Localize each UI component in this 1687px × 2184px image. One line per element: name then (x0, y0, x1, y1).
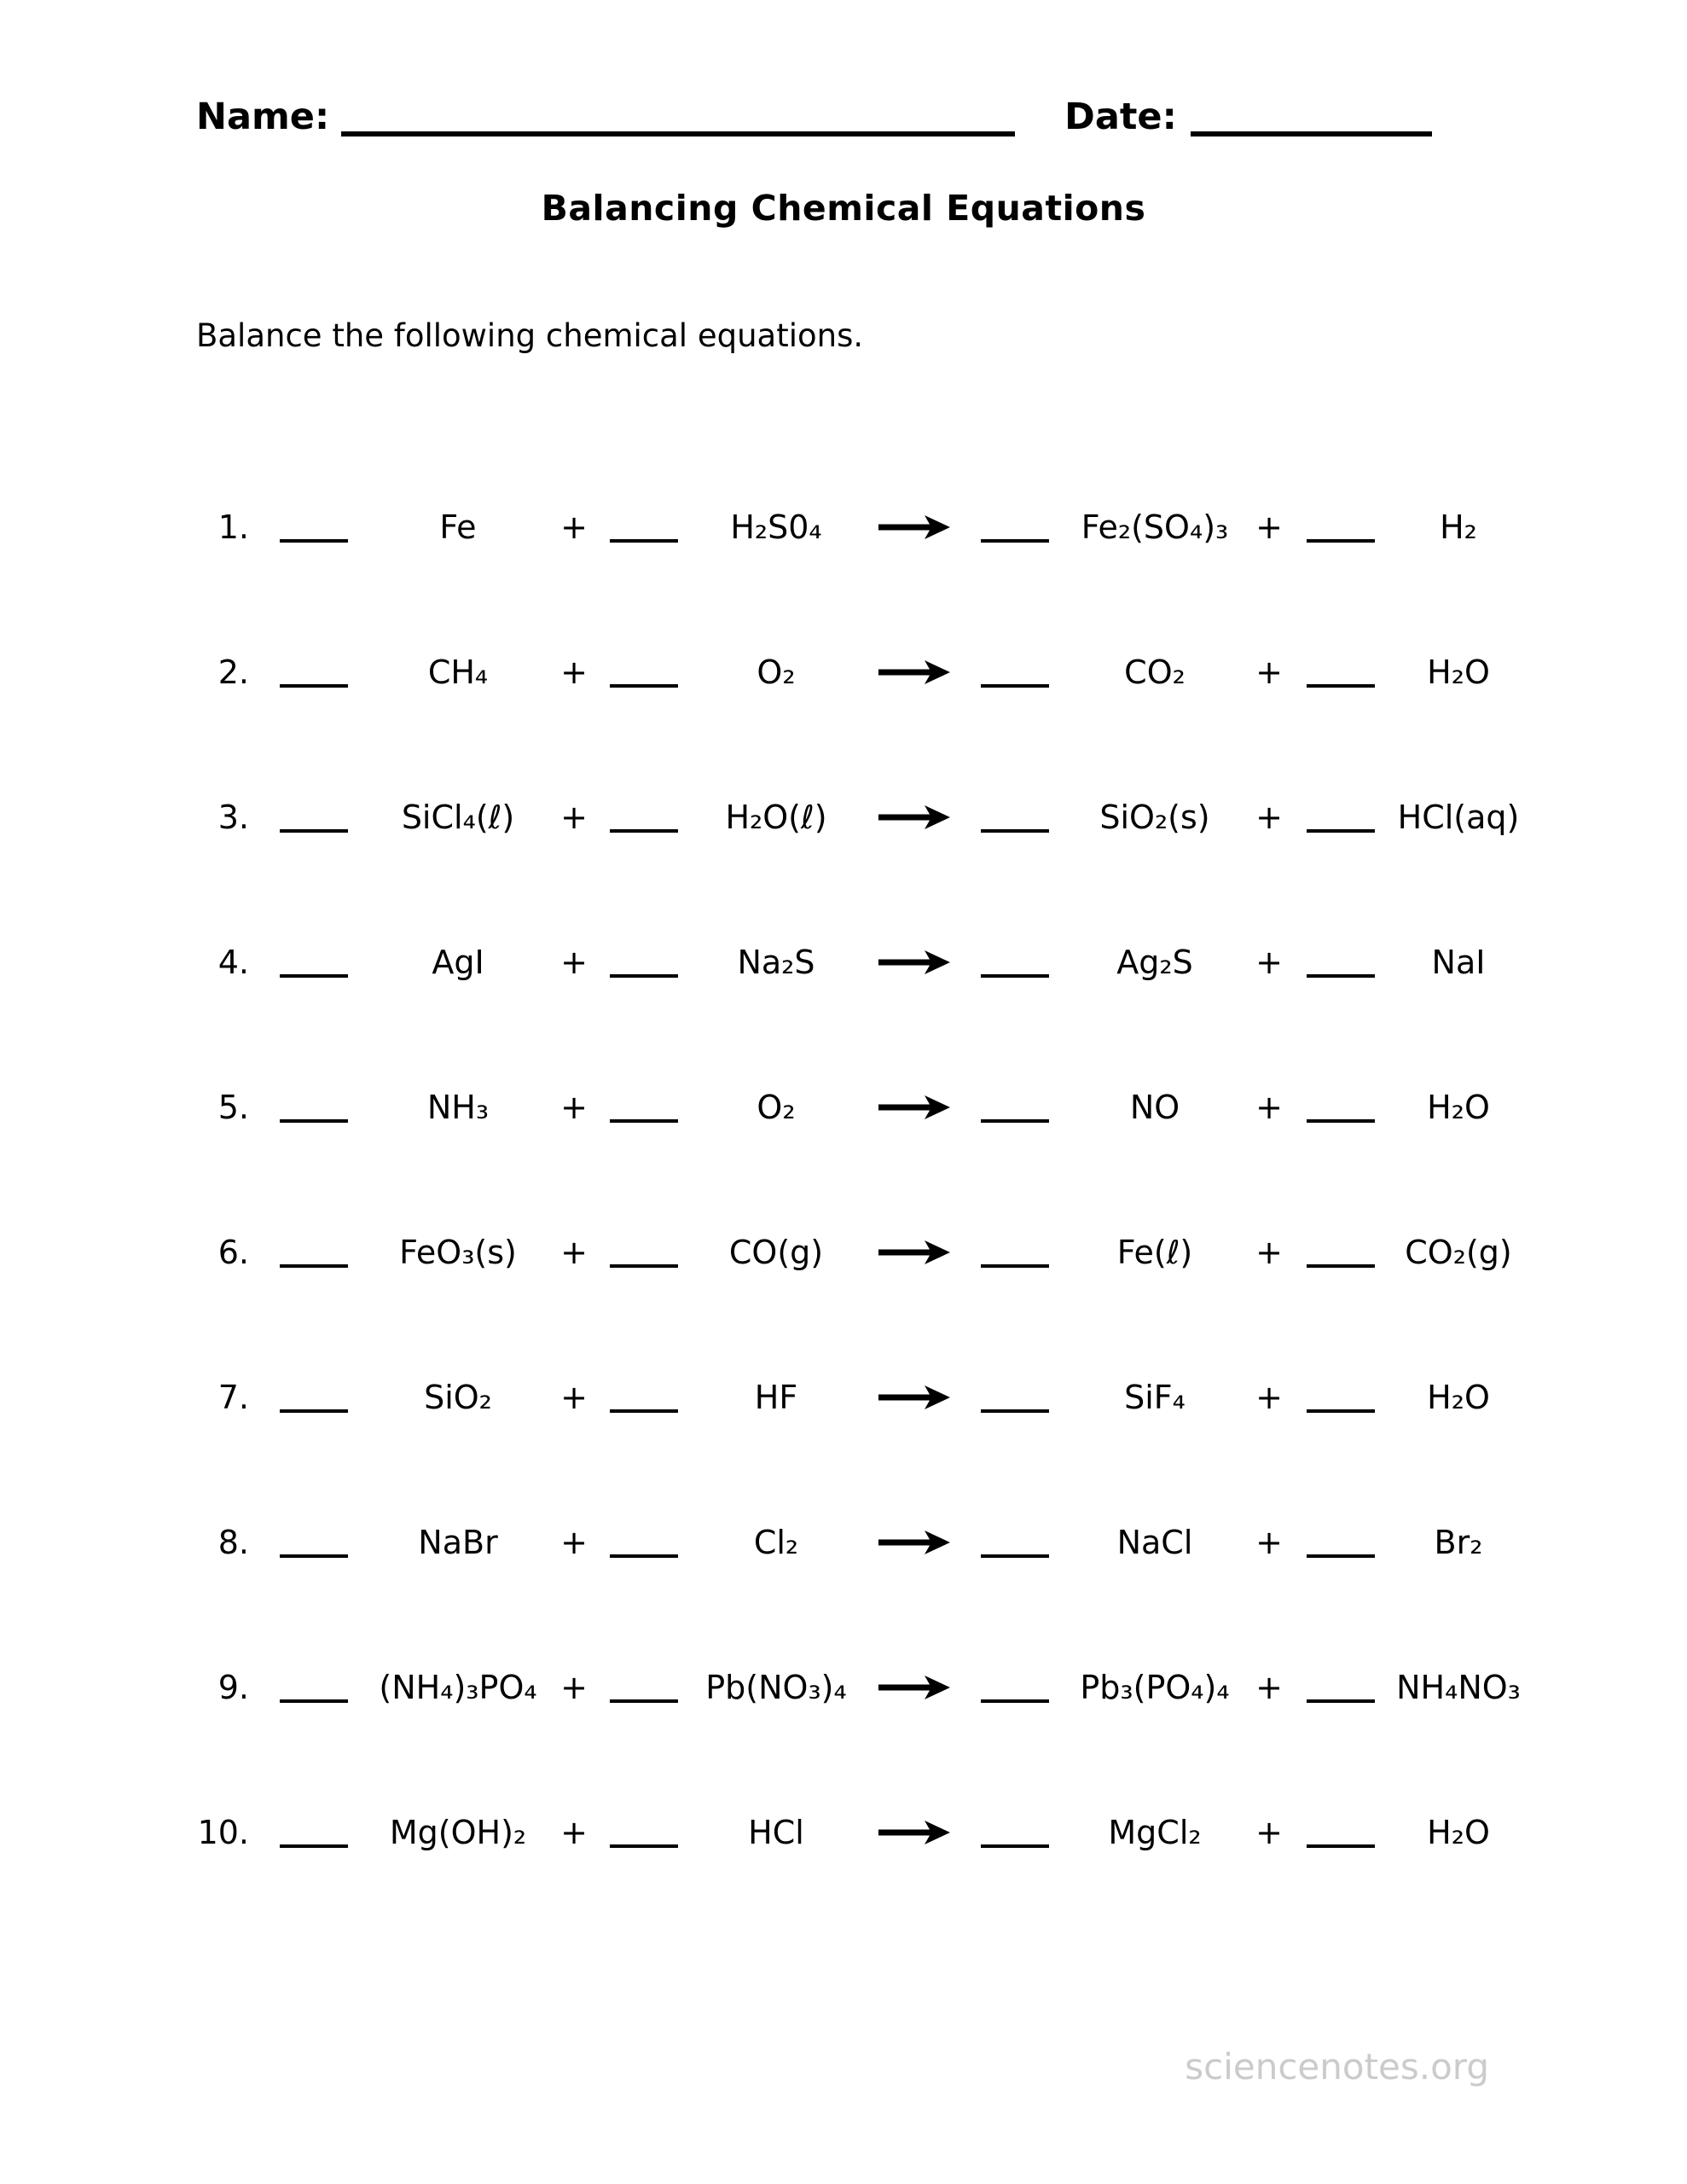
reactant-formula: HCl (748, 1814, 804, 1851)
reactant-formula: CH₄ (427, 653, 489, 691)
reactant-formula: H₂S0₄ (730, 508, 822, 546)
reactant-formula: NH₃ (426, 1089, 490, 1126)
coefficient-blank[interactable] (280, 829, 348, 833)
coefficient-blank[interactable] (981, 1554, 1049, 1558)
product-formula: NO (1129, 1089, 1180, 1126)
coefficient-blank-cell (258, 1541, 370, 1544)
coefficient-blank[interactable] (1307, 974, 1375, 978)
equation-row-8 (196, 1470, 1532, 1615)
reactant-formula: NaBr (418, 1524, 498, 1561)
equation-row-6 (196, 1180, 1532, 1325)
product-formula: SiF₄ (1124, 1379, 1186, 1416)
coefficient-blank[interactable] (280, 974, 348, 978)
plus-sign: + (560, 799, 588, 836)
coefficient-blank[interactable] (280, 1119, 348, 1123)
coefficient-blank-cell (962, 1831, 1068, 1834)
coefficient-blank-cell (1296, 526, 1385, 529)
yields-arrow-icon (867, 1820, 962, 1845)
coefficient-blank-cell (962, 1541, 1068, 1544)
reactant-formula: FeO₃(s) (399, 1234, 517, 1271)
yields-arrow-icon (867, 1240, 962, 1265)
coefficient-blank[interactable] (280, 684, 348, 688)
coefficient-blank[interactable] (981, 1699, 1049, 1703)
coefficient-blank[interactable] (981, 1264, 1049, 1268)
product-formula: MgCl₂ (1108, 1814, 1202, 1851)
plus-sign: + (1255, 653, 1283, 691)
plus-sign: + (560, 1524, 588, 1561)
coefficient-blank-cell (258, 1686, 370, 1689)
coefficient-blank[interactable] (981, 1844, 1049, 1848)
coefficient-blank-cell (962, 1251, 1068, 1254)
coefficient-blank[interactable] (1307, 1409, 1375, 1413)
coefficient-blank-cell (1296, 1106, 1385, 1109)
coefficient-blank-cell (602, 1541, 686, 1544)
product-formula: Fe₂(SO₄)₃ (1081, 508, 1229, 546)
coefficient-blank[interactable] (1307, 1699, 1375, 1703)
equation-number: 2. (217, 653, 249, 691)
plus-sign: + (1255, 1524, 1283, 1561)
reactant-formula: SiCl₄(ℓ) (401, 799, 515, 836)
plus-sign: + (560, 508, 588, 546)
coefficient-blank-cell (962, 1106, 1068, 1109)
plus-sign: + (560, 653, 588, 691)
coefficient-blank-cell (602, 526, 686, 529)
equation-row-4 (196, 890, 1532, 1035)
equation-row-2 (196, 600, 1532, 745)
reactant-formula: Na₂S (737, 944, 815, 981)
coefficient-blank[interactable] (610, 1119, 678, 1123)
plus-sign: + (1255, 1234, 1283, 1271)
product-formula: NaI (1431, 944, 1486, 981)
coefficient-blank[interactable] (981, 1119, 1049, 1123)
coefficient-blank[interactable] (981, 539, 1049, 543)
product-formula: Ag₂S (1116, 944, 1193, 981)
coefficient-blank-cell (258, 526, 370, 529)
coefficient-blank-cell (602, 816, 686, 819)
reactant-formula: Pb(NO₃)₄ (705, 1669, 847, 1706)
product-formula: H₂O (1427, 653, 1490, 691)
coefficient-blank[interactable] (1307, 1554, 1375, 1558)
coefficient-blank-cell (258, 1396, 370, 1399)
product-formula: Br₂ (1434, 1524, 1483, 1561)
equation-number: 7. (217, 1379, 249, 1416)
coefficient-blank-cell (602, 1251, 686, 1254)
coefficient-blank[interactable] (1307, 829, 1375, 833)
coefficient-blank-cell (602, 1396, 686, 1399)
product-formula: CO₂ (1124, 653, 1186, 691)
equation-number: 9. (217, 1669, 249, 1706)
name-label: Name: (196, 96, 330, 138)
coefficient-blank[interactable] (1307, 684, 1375, 688)
product-formula: NaCl (1116, 1524, 1193, 1561)
plus-sign: + (1255, 1669, 1283, 1706)
coefficient-blank-cell (258, 671, 370, 674)
product-formula: NH₄NO₃ (1396, 1669, 1521, 1706)
reactant-formula: O₂ (757, 1089, 796, 1126)
equation-row-7 (196, 1325, 1532, 1470)
coefficient-blank[interactable] (610, 1554, 678, 1558)
coefficient-blank[interactable] (610, 1264, 678, 1268)
yields-arrow-icon (867, 1530, 962, 1555)
plus-sign: + (560, 1089, 588, 1126)
coefficient-blank-cell (258, 816, 370, 819)
coefficient-blank-cell (258, 1831, 370, 1834)
coefficient-blank-cell (258, 1251, 370, 1254)
product-formula: Fe(ℓ) (1116, 1234, 1193, 1271)
yields-arrow-icon (867, 1675, 962, 1700)
page-title: Balancing Chemical Equations (541, 188, 1146, 229)
coefficient-blank-cell (602, 1686, 686, 1689)
equation-row-1 (196, 455, 1532, 600)
coefficient-blank[interactable] (280, 539, 348, 543)
plus-sign: + (1255, 799, 1283, 836)
coefficient-blank[interactable] (280, 1554, 348, 1558)
product-formula: H₂ (1440, 508, 1477, 546)
yields-arrow-icon (867, 804, 962, 830)
reactant-formula: AgI (432, 944, 484, 981)
coefficient-blank-cell (962, 961, 1068, 964)
coefficient-blank-cell (258, 961, 370, 964)
plus-sign: + (1255, 508, 1283, 546)
coefficient-blank[interactable] (280, 1844, 348, 1848)
product-formula: H₂O (1427, 1814, 1490, 1851)
coefficient-blank[interactable] (280, 1264, 348, 1268)
equation-row-5 (196, 1035, 1532, 1180)
equation-row-10 (196, 1760, 1532, 1905)
reactant-formula: H₂O(ℓ) (725, 799, 827, 836)
coefficient-blank[interactable] (610, 1699, 678, 1703)
name-blank-line[interactable] (341, 131, 1015, 136)
reactant-formula: SiO₂ (424, 1379, 492, 1416)
yields-arrow-icon (867, 514, 962, 540)
coefficient-blank-cell (602, 1106, 686, 1109)
coefficient-blank-cell (1296, 1251, 1385, 1254)
equation-number: 10. (197, 1814, 249, 1851)
product-formula: Pb₃(PO₄)₄ (1080, 1669, 1230, 1706)
plus-sign: + (560, 1814, 588, 1851)
product-formula: HCl(aq) (1397, 799, 1520, 836)
yields-arrow-icon (867, 950, 962, 975)
coefficient-blank[interactable] (1307, 1264, 1375, 1268)
plus-sign: + (1255, 1814, 1283, 1851)
plus-sign: + (1255, 944, 1283, 981)
reactant-formula: CO(g) (728, 1234, 824, 1271)
coefficient-blank[interactable] (981, 684, 1049, 688)
coefficient-blank-cell (1296, 961, 1385, 964)
coefficient-blank-cell (962, 526, 1068, 529)
coefficient-blank[interactable] (610, 539, 678, 543)
yields-arrow-icon (867, 1385, 962, 1410)
plus-sign: + (560, 1379, 588, 1416)
coefficient-blank-cell (1296, 1831, 1385, 1834)
coefficient-blank-cell (1296, 671, 1385, 674)
coefficient-blank-cell (1296, 1541, 1385, 1544)
coefficient-blank[interactable] (1307, 539, 1375, 543)
product-formula: H₂O (1427, 1379, 1490, 1416)
plus-sign: + (560, 1669, 588, 1706)
reactant-formula: HF (754, 1379, 798, 1416)
date-label: Date: (1064, 96, 1177, 138)
product-formula: H₂O (1427, 1089, 1490, 1126)
reactant-formula: Fe (439, 508, 477, 546)
coefficient-blank-cell (602, 1831, 686, 1834)
coefficient-blank-cell (258, 1106, 370, 1109)
equation-number: 3. (217, 799, 249, 836)
plus-sign: + (560, 1234, 588, 1271)
coefficient-blank-cell (602, 671, 686, 674)
equation-number: 5. (217, 1089, 249, 1126)
equation-row-3 (196, 745, 1532, 890)
coefficient-blank[interactable] (981, 1409, 1049, 1413)
equation-number: 6. (217, 1234, 249, 1271)
instruction-text: Balance the following chemical equations. (196, 317, 864, 354)
reactant-formula: O₂ (757, 653, 796, 691)
plus-sign: + (1255, 1379, 1283, 1416)
coefficient-blank[interactable] (280, 1409, 348, 1413)
coefficient-blank[interactable] (1307, 1119, 1375, 1123)
yields-arrow-icon (867, 1095, 962, 1120)
coefficient-blank[interactable] (610, 1409, 678, 1413)
equation-number: 8. (217, 1524, 249, 1561)
coefficient-blank[interactable] (1307, 1844, 1375, 1848)
name-date-row (196, 96, 1493, 138)
coefficient-blank-cell (602, 961, 686, 964)
coefficient-blank-cell (1296, 1686, 1385, 1689)
coefficient-blank-cell (962, 816, 1068, 819)
site-watermark: sciencenotes.org (1185, 2046, 1489, 2088)
yields-arrow-icon (867, 659, 962, 685)
coefficient-blank[interactable] (610, 829, 678, 833)
equation-number: 4. (217, 944, 249, 981)
plus-sign: + (560, 944, 588, 981)
coefficient-blank[interactable] (280, 1699, 348, 1703)
equation-number: 1. (217, 508, 249, 546)
product-formula: SiO₂(s) (1099, 799, 1210, 836)
reactant-formula: Mg(OH)₂ (389, 1814, 527, 1851)
reactant-formula: (NH₄)₃PO₄ (379, 1669, 537, 1706)
coefficient-blank-cell (962, 1396, 1068, 1399)
plus-sign: + (1255, 1089, 1283, 1126)
coefficient-blank[interactable] (610, 684, 678, 688)
reactant-formula: Cl₂ (753, 1524, 799, 1561)
coefficient-blank-cell (1296, 816, 1385, 819)
coefficient-blank[interactable] (981, 829, 1049, 833)
coefficient-blank[interactable] (610, 1844, 678, 1848)
coefficient-blank-cell (962, 671, 1068, 674)
equation-list (196, 455, 1532, 1905)
product-formula: CO₂(g) (1405, 1234, 1512, 1271)
date-blank-line[interactable] (1191, 131, 1432, 136)
coefficient-blank-cell (962, 1686, 1068, 1689)
equation-row-9 (196, 1615, 1532, 1760)
coefficient-blank-cell (1296, 1396, 1385, 1399)
coefficient-blank[interactable] (610, 974, 678, 978)
coefficient-blank[interactable] (981, 974, 1049, 978)
